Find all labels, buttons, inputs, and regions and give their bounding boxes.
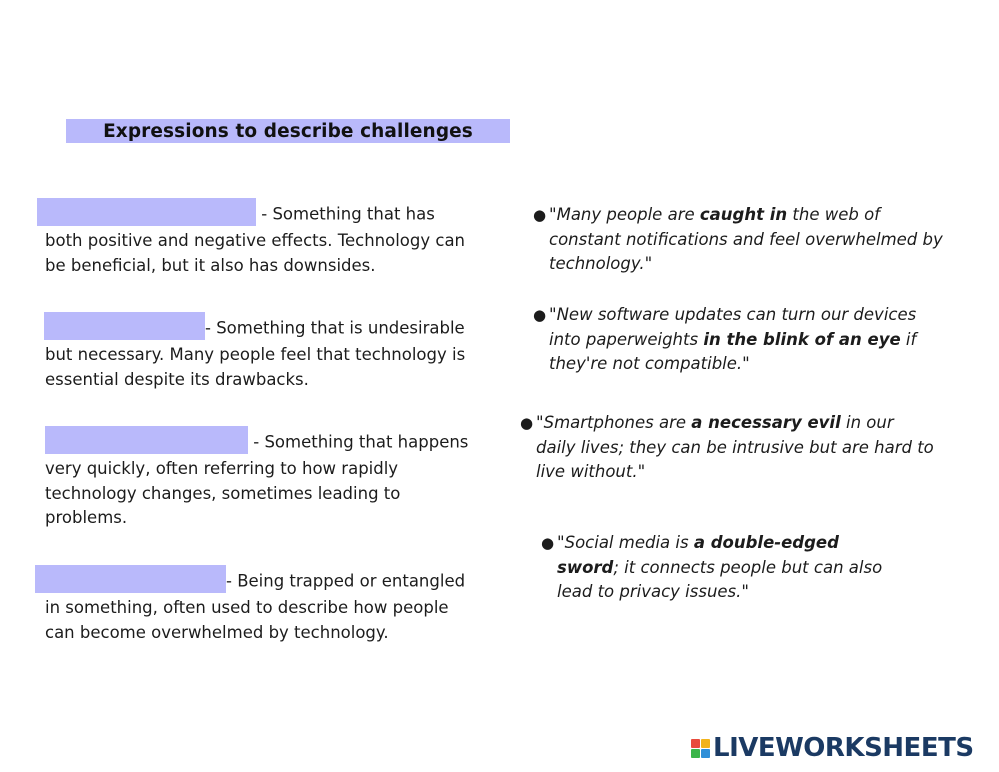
definition-item-2 [45, 315, 475, 392]
definition-text-1: - Something that has both positive and negative effects. Technology can be beneficial, but it also has downsides. [45, 204, 466, 275]
answer-blank-4[interactable] [35, 565, 226, 593]
example-text-3: "Smartphones are a necessary evil in our daily lives; they can be intrusive but are hard to live without." [536, 413, 934, 482]
example-item-1 [533, 203, 947, 277]
bullet-icon: ● [520, 414, 534, 432]
example-phrase-1: caught in [699, 205, 788, 224]
title-banner [66, 119, 510, 143]
answer-blank-2[interactable] [44, 312, 205, 340]
definition-item-1 [45, 201, 475, 278]
definition-item-3 [45, 429, 475, 531]
definition-text-2: - Something that is undesirable but necessary. Many people feel that technology is essential despite its drawbacks. [45, 318, 466, 389]
example-item-4 [541, 531, 897, 605]
example-text-2: "New software updates can turn our devices into paperweights in the blink of an eye if they're not compatible." [549, 305, 917, 374]
example-phrase-3: a necessary evil [691, 413, 841, 432]
example-item-3 [520, 411, 936, 485]
liveworksheets-logo [691, 733, 974, 763]
example-text-1: "Many people are caught in the web of constant notifications and feel overwhelmed by technology." [549, 205, 943, 274]
example-phrase-2: in the blink of an eye [703, 329, 901, 349]
logo-cube-icon [691, 739, 710, 758]
answer-blank-3[interactable] [45, 426, 248, 454]
definition-text-3: - Something that happens very quickly, often referring to how rapidly technology changes, sometimes leading to problems. [45, 432, 469, 528]
example-phrase-4: a double-edged sword [557, 533, 839, 577]
bullet-icon: ● [541, 534, 555, 552]
logo-text: LIVEWORKSHEETS [713, 733, 974, 763]
answer-blank-1[interactable] [37, 198, 256, 226]
example-text-4: "Social media is a double-edged sword; it connects people but can also lead to privacy issues." [557, 533, 883, 602]
bullet-icon: ● [533, 306, 547, 324]
definition-item-4 [45, 568, 475, 645]
example-item-2 [533, 303, 919, 377]
definition-text-4: - Being trapped or entangled in something, often used to describe how people can become overwhelmed by technology. [45, 571, 466, 642]
page-title: Expressions to describe challenges [103, 120, 473, 142]
bullet-icon: ● [533, 206, 547, 224]
